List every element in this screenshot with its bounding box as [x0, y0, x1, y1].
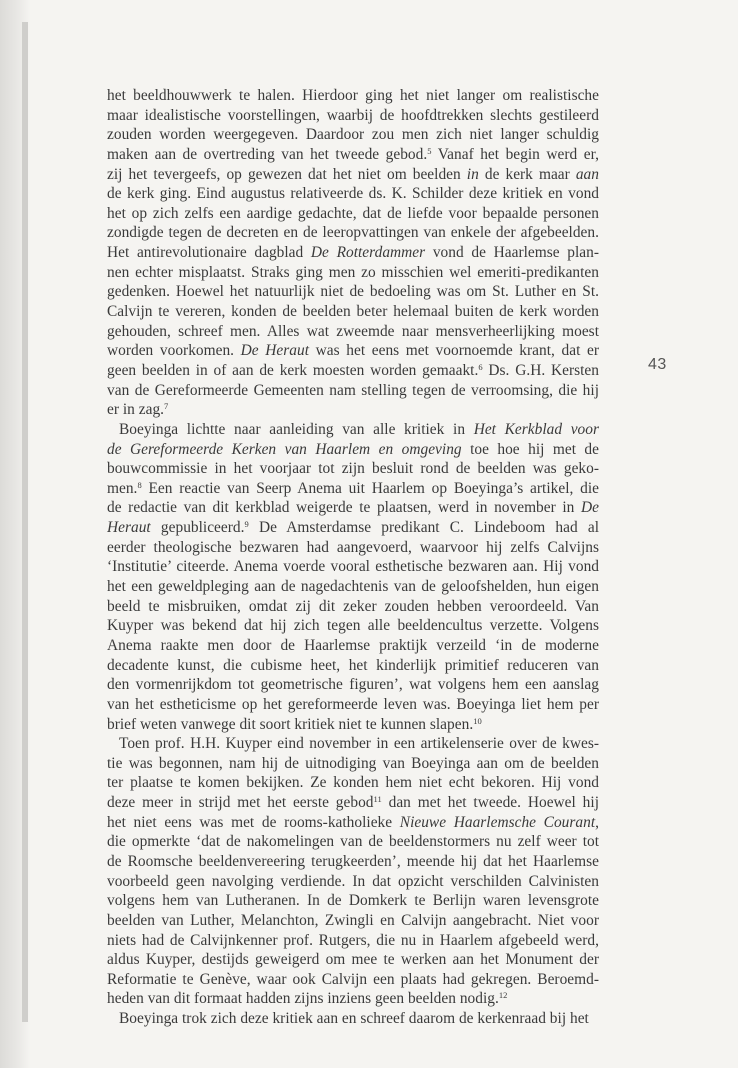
text-line: beelden van Luther, Melanchton, Zwingli en Calvijn aangebracht. Niet voor — [107, 911, 599, 929]
page-number: 43 — [648, 356, 667, 373]
text-line: brief weten vanwege dit soort kritiek niet te kunnen slapen.$^{10}$ — [107, 715, 482, 733]
text-line: zondigde tegen de decreten en de leeropvattingen van enkele der afgebeelden. — [107, 224, 599, 242]
italic-text: aan — [575, 165, 599, 183]
text-line: zij het tevergeefs, op gewezen dat het niet om beelden in de kerk maar aan — [107, 165, 599, 183]
text-line: nen echter misplaatst. Straks ging men zo misschien wel emeriti-predikanten — [107, 263, 599, 281]
text-line: voorbeeld geen navolging verdiende. In dat opzicht verschilden Calvinisten — [107, 872, 599, 890]
italic-text: Nieuwe Haarlemsche Courant — [399, 813, 596, 831]
text-line: de Gereformeerde Kerken van Haarlem en omgeving toe hoe hij met de — [107, 440, 599, 458]
italic-text: Heraut — [107, 519, 151, 537]
text-line: beeld te misbruiken, omdat zij dit zeker zouden hebben veroordeeld. Van — [107, 597, 599, 615]
text-line: het niet eens was met de rooms-katholieke Nieuwe Haarlemsche Courant, — [107, 813, 599, 831]
text-line: de kerk ging. Eind augustus relativeerde ds. K. Schilder deze kritiek en vond — [107, 185, 599, 203]
text-line: eerder theologische bezwaren had aangevoerd, waarvoor hij zelfs Calvijns — [107, 538, 599, 556]
text-line: gehouden, schreef men. Alles wat zweemde naar mensverheerlijking moest — [107, 322, 599, 340]
text-line: Boeyinga lichtte naar aanleiding van alle kritiek in Het Kerkblad voor — [119, 420, 599, 438]
text-line: men.$^8$ Een reactie van Seerp Anema uit Haarlem op Boeyinga’s artikel, die — [107, 479, 599, 497]
text-line: bouwcommissie in het voorjaar tot zijn besluit rond de beelden was geko- — [107, 460, 599, 478]
body-text — [107, 86, 599, 1029]
paragraph — [107, 420, 599, 734]
text-line: het een geweldpleging aan de nagedachtenis van de geloofshelden, hun eigen — [107, 578, 599, 596]
text-line: Boeyinga trok zich deze kritiek aan en schreef daarom de kerkenraad bij het — [119, 1010, 589, 1028]
italic-text: De Rotterdammer — [310, 244, 426, 262]
text-line: Heraut gepubliceerd.$^9$ De Amsterdamse predikant C. Lindeboom had al — [107, 519, 599, 537]
text-line: maar idealistische voorstellingen, waarbij de hoofdtrekken slechts gestileerd — [107, 106, 599, 124]
text-line: die opmerkte ‘dat de nakomelingen van de beeldenstormers nu zelf weer tot — [107, 833, 599, 851]
text-line: het beeldhouwwerk te halen. Hierdoor ging het niet langer om realistische — [107, 87, 599, 104]
footnote-marker: 7 — [164, 401, 169, 412]
text-line: Calvijn te vereren, konden de beelden beter helemaal buiten de kerk worden — [107, 303, 599, 321]
text-line: Het antirevolutionaire dagblad De Rotterdammer vond de Haarlemse plan- — [107, 244, 599, 262]
text-line: Reformatie te Genève, waar ook Calvijn een plaats had gekregen. Beroemd- — [107, 970, 599, 988]
text-line: de redactie van dit kerkblad weigerde te plaatsen, werd in november in De — [107, 499, 599, 517]
paragraph — [107, 734, 599, 1009]
text-line: het op zich zelfs een aardige gedachte, dat de liefde voor bepaalde personen — [107, 204, 599, 222]
text-line: Anema raakte men door de Haarlemse praktijk verzeild ‘in de moderne — [107, 636, 599, 654]
text-line: tie was begonnen, nam hij de uitnodiging van Boeyinga aan om de beelden — [107, 754, 599, 772]
text-line: zouden worden weergegeven. Daardoor zou men zich niet langer schuldig — [107, 126, 599, 144]
italic-text: de Gereformeerde Kerken van Haarlem en omgeving — [107, 440, 462, 458]
text-line: Kuyper was bekend dat hij zich tegen alle beeldencultus verzette. Volgens — [107, 617, 599, 635]
text-line: aldus Kuyper, destijds geweigerd om mee te werken aan het Monument der — [107, 951, 599, 969]
text-line: deze meer in strijd met het eerste gebod$^{11}$ dan met het tweede. Hoewel hij — [107, 794, 599, 812]
text-line: de Roomsche beeldenvereering terugkeerden’, meende hij dat het Haarlemse — [107, 852, 599, 870]
footnote-marker: 8 — [137, 479, 142, 490]
italic-text: in — [466, 165, 479, 183]
page-spine-edge — [22, 22, 28, 1022]
text-line: ‘Institutie’ citeerde. Anema voerde vooral esthetische bezwaren aan. Hij vond — [107, 558, 599, 576]
footnote-marker: 12 — [498, 990, 508, 1001]
italic-text: Het Kerkblad voor — [473, 420, 599, 438]
text-line: niets had de Calvijnkenner prof. Rutgers, die nu in Haarlem afgebeeld werd, — [107, 931, 599, 949]
text-line: maken aan de overtreding van het tweede gebod.$^5$ Vanaf het begin werd er, — [107, 145, 599, 163]
paragraph — [107, 86, 599, 420]
text-line: decadente kunst, die cubisme heet, het kinderlijk primitief reduceren van — [107, 656, 599, 674]
footnote-marker: 11 — [373, 794, 382, 805]
text-line: ter plaatse te komen bekijken. Ze konden hem niet echt bekoren. Hij vond — [107, 774, 599, 792]
text-line: Toen prof. H.H. Kuyper eind november in een artikelenserie over de kwes- — [119, 735, 599, 753]
text-line: den vormenrijkdom tot geometrische figuren’, wat volgens hem een aanslag — [107, 676, 599, 694]
footnote-marker: 5 — [427, 145, 432, 156]
footnote-marker: 10 — [473, 715, 482, 726]
footnote-marker: 6 — [478, 361, 483, 372]
text-line: van de Gereformeerde Gemeenten nam stelling tegen de verroomsing, die hij — [107, 381, 599, 399]
text-line: geen beelden in of aan de kerk moesten worden gemaakt.$^6$ Ds. G.H. Kersten — [107, 361, 599, 379]
text-line: volgens hem van Lutheranen. In de Domkerk te Berlijn waren levensgrote — [107, 892, 599, 910]
text-line: er in zag.$^7$ — [107, 401, 169, 419]
text-line: heden van dit formaat hadden zijns inziens geen beelden nodig.$^{12}$ — [107, 990, 508, 1008]
text-line: gedenken. Hoewel het natuurlijk niet de bedoeling was om St. Luther en St. — [107, 283, 599, 301]
italic-text: De — [581, 499, 599, 517]
text-line: worden voorkomen. De Heraut was het eens met voornoemde krant, dat er — [107, 342, 599, 360]
footnote-marker: 9 — [244, 519, 249, 530]
text-line: van het estheticisme op het gereformeerde leven was. Boeyinga liet hem per — [107, 695, 599, 713]
italic-text: De Heraut — [240, 342, 310, 360]
paragraph — [107, 1009, 599, 1029]
